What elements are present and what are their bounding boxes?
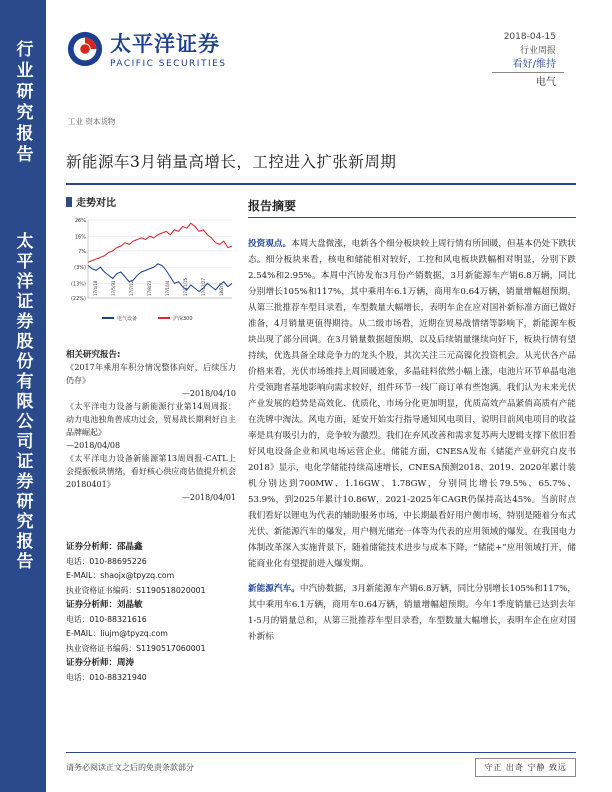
trend-heading: 走势对比 xyxy=(66,194,116,209)
related-reports xyxy=(66,361,236,504)
analyst-phone: 电话：010-88321616 xyxy=(66,614,147,624)
section-marker-icon xyxy=(66,197,72,207)
company-motto: 守正 出奇 宁静 致远 xyxy=(475,758,576,777)
logo-emblem-icon xyxy=(66,30,104,68)
summary-paragraph: 投资观点。本周大盘微涨，电新各个细分板块较上周行情有所回暖，但基本仍处下跌状态。细分板块来看，核电和储能相对较好，工控和风电板块跌幅相对明显，分别下跌2.54%和2.95%。本周中汽协发布3月份产销数据，3月新能源车产销6.8万辆，同比分别增长105%和117%，其中乘用车6.1万辆，商用车0.64万辆，销量增幅超预期。从第三批推荐车型目录看，车型数量大幅增长，表明车企在应对国补新标准方面已做好准备，4月销量更值得期待。从二级市场看，近期在贸易战情绪等影响下，新能源车板块出现了部分回调。在3月销量数据超预期，以及后续销量继续向好下，板块行情有望持续，优选具备全球竞争力的龙头个股，其次关注三元高镍化投资机会。从光伏各产品价格来看，光伏市场维持上周回暖迹象，多晶硅料依然小幅上涨，电池片环节单晶电池片受领跑者基地影响向需求较好，组件环节一线厂商订单有些饱满。我们认为未来光伏产业发展的趋势是高效化、优质化，市场分化更加明显，优质高效产品紧俏高质有产能在洗牌中淘汰。风电方面，延安开始实行指导通知风电项目，说明目前风电项目的收益率是具有吸引力的，竞争较为激烈。我们在弃风改善和需求复苏两大逻辑支撑下依旧看好风电设备企业和风电场运营企业。储能方面，CNESA发布《储能产业研究白皮书2018》显示，电化学储能持续高速增长，CNESA预测2018、2019、2020年累计装机分别达到700MW、1.16GW、1.78GW，分别同比增长79.5%、65.7%、53.9%，到2025年累计10.86W，2021-2025年CAGR仍保持高达45%。当前时点我们看好以锂电为代表的辅助服务市场，中长期最看好用户侧市场，特别是随着分布式光伏、新能源汽车的爆发，用户侧光储充一体等为代表的应用领域的爆发。在我国电力体制改革深入实施背景下，随着储能技术进步与成本下降，“储能+”应用领域打开，储能商业化有望提前进入爆发期。 xyxy=(248,239,576,569)
summary-body xyxy=(248,236,576,654)
analyst-phone: 电话：010-88321940 xyxy=(66,672,147,682)
x-tick-label: 17/12/27 xyxy=(201,278,206,296)
y-tick-label: 26% xyxy=(74,218,86,224)
x-tick-label: 17/7/12 xyxy=(129,280,134,296)
x-tick-label: 17/8/23 xyxy=(147,280,152,296)
header-divider xyxy=(492,72,564,73)
y-tick-label: 7% xyxy=(78,248,86,255)
title-divider xyxy=(66,183,576,185)
related-title: 相关研究报告: xyxy=(66,350,121,360)
series-line xyxy=(88,264,232,292)
x-tick-label: 17/11/15 xyxy=(183,278,188,296)
analyst-name: 证券分析师：刘晶敏 xyxy=(66,600,143,610)
report-type: 行业周报 xyxy=(519,46,556,56)
trend-chart xyxy=(66,214,238,330)
summary-title: 报告摘要 xyxy=(248,199,297,213)
rating: 看好/维持 xyxy=(512,59,556,70)
footer xyxy=(66,752,576,780)
industry: 电气 xyxy=(536,77,556,88)
y-tick-label: 16% xyxy=(74,234,86,241)
analyst-license: 执业资格证书编码：S1190518020001 xyxy=(66,585,206,595)
related-date: —2018/04/10 xyxy=(181,389,236,398)
company-logo xyxy=(66,28,227,69)
sidebar-bottom-label: 太平洋证券股份有限公司证券研究报告 xyxy=(12,232,33,572)
logo-chinese: 太平洋证券 xyxy=(110,32,220,56)
analyst-name: 证券分析师：周涛 xyxy=(66,658,135,668)
category: 工业 资本货物 xyxy=(68,117,116,126)
related-item[interactable]: 《太平洋电力设备新能源第13周周报-CATL上会提振板块情绪，看好核心供应商估值提升机会20180401》 xyxy=(66,454,236,489)
sidebar-top-label: 行业研究报告 xyxy=(12,40,33,166)
logo-english: PACIFIC SECURITIES xyxy=(110,59,227,69)
x-tick-label: 17/5/31 xyxy=(111,280,116,296)
legend-label: 沪深300 xyxy=(173,316,193,322)
x-tick-label: 17/4/18 xyxy=(93,280,98,296)
y-tick-label: (3%) xyxy=(74,265,86,272)
analyst-name: 证券分析师：邵晶鑫 xyxy=(66,542,143,552)
trend-chart-svg xyxy=(66,214,238,330)
analyst-phone: 电话：010-88695226 xyxy=(66,556,147,566)
report-meta xyxy=(503,30,556,88)
x-tick-label: 18/2/7 xyxy=(219,283,224,296)
analyst-license: 执业资格证书编码：S1190517060001 xyxy=(66,643,206,653)
report-date: 2018-04-15 xyxy=(503,32,556,42)
related-date: —2018/04/01 xyxy=(181,493,236,502)
related-date: —2018/04/08 xyxy=(66,441,121,450)
related-item[interactable]: 《太平洋电力设备与新能源行业第14周周报：动力电池独角兽成功过会，贸易战长期利好自主品牌崛起》 xyxy=(66,402,236,437)
disclaimer[interactable]: 请务必阅读正文之后的免责条款部分 xyxy=(66,763,194,772)
analyst-email[interactable]: E-MAIL：liujm@tpyzq.com xyxy=(66,629,168,638)
report-title: 新能源车3月销量高增长，工控进入扩张新周期 xyxy=(66,153,397,171)
sidebar xyxy=(0,0,46,792)
footer-divider xyxy=(66,752,576,753)
series-line xyxy=(88,223,232,262)
summary-divider xyxy=(248,217,576,218)
y-tick-label: (22%) xyxy=(70,296,86,302)
x-tick-label: 17/10/4 xyxy=(165,280,170,296)
summary-paragraph: 新能源汽车。中汽协数据，3月新能源车产销6.8万辆，同比分别增长105%和117%，其中乘用车6.1万辆，商用车0.64万辆，销量增幅超预期。今年1季度销量已达到去年1-5月的销量总和，从第三批推荐车型目录看，车型数量大幅增长，表明车企在应对国补新标 xyxy=(248,584,576,642)
analyst-info xyxy=(66,540,238,685)
related-item[interactable]: 《2017年乘用车积分情况整体向好，后续压力仍存》 xyxy=(66,363,236,385)
analyst-email[interactable]: E-MAIL：shaojx@tpyzq.com xyxy=(66,571,175,580)
y-tick-label: (13%) xyxy=(70,281,86,288)
legend-label: 电气设备 xyxy=(117,316,138,322)
